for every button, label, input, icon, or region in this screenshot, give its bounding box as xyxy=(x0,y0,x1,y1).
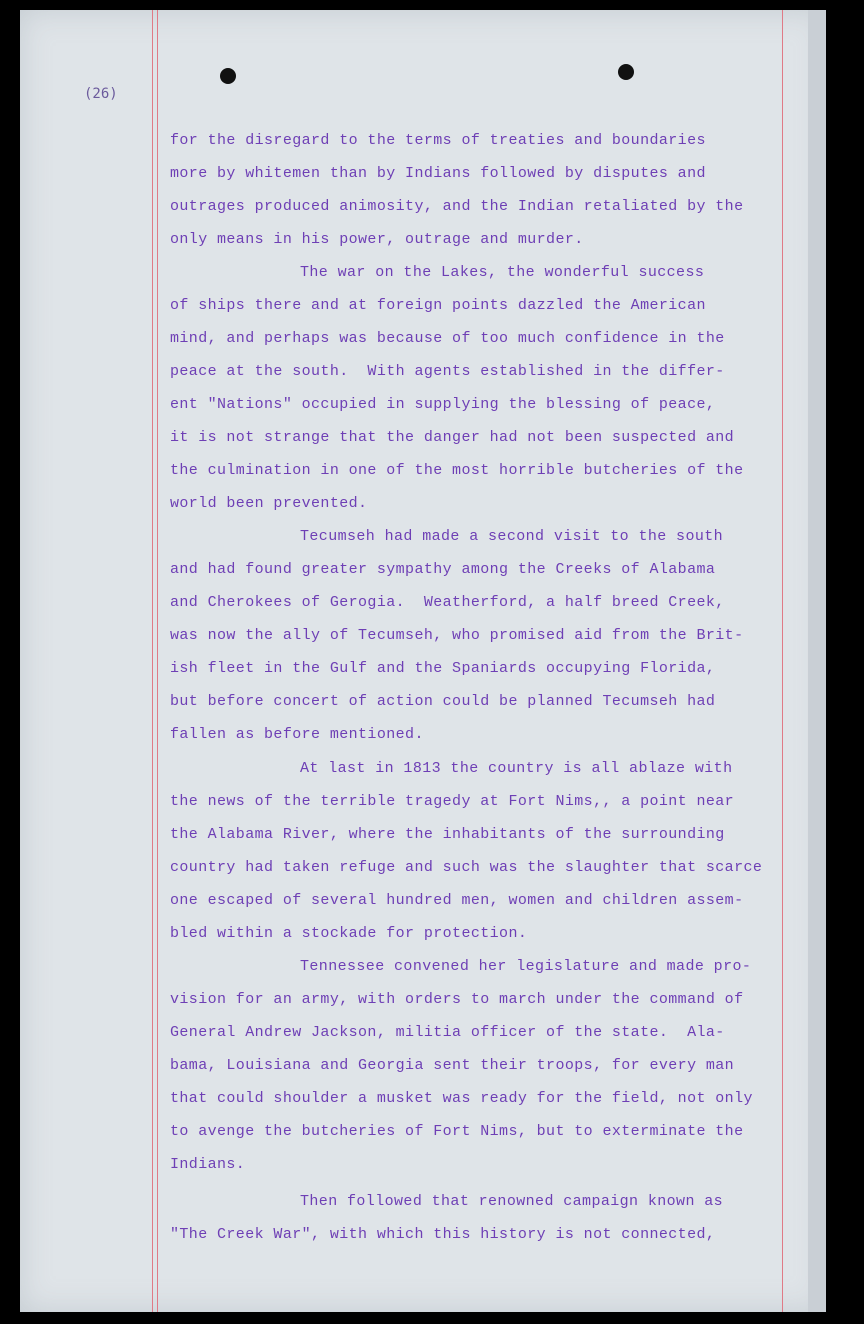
margin-rule-right xyxy=(782,10,783,1312)
text-line: for the disregard to the terms of treaties and boundaries xyxy=(170,132,706,149)
page-edge xyxy=(808,10,826,1312)
text-line: Tecumseh had made a second visit to the south xyxy=(300,528,724,545)
text-line: At last in 1813 the country is all ablaze with xyxy=(300,760,733,777)
text-line: more by whitemen than by Indians followed by disputes and xyxy=(170,165,706,182)
text-line: the news of the terrible tragedy at Fort Nims,, a point near xyxy=(170,793,735,810)
text-line: to avenge the butcheries of Fort Nims, but to exterminate the xyxy=(170,1123,744,1140)
text-line: it is not strange that the danger had not been suspected and xyxy=(170,429,735,446)
text-line: mind, and perhaps was because of too much confidence in the xyxy=(170,330,725,347)
text-line: and had found greater sympathy among the Creeks of Alabama xyxy=(170,561,716,578)
text-line: but before concert of action could be planned Tecumseh had xyxy=(170,693,716,710)
margin-rule-left-inner xyxy=(157,10,158,1312)
text-line: General Andrew Jackson, militia officer of the state. Ala- xyxy=(170,1024,725,1041)
text-line: the Alabama River, where the inhabitants of the surrounding xyxy=(170,826,725,843)
text-line: ish fleet in the Gulf and the Spaniards occupying Florida, xyxy=(170,660,716,677)
text-line: one escaped of several hundred men, women and children assem- xyxy=(170,892,744,909)
text-line: only means in his power, outrage and murder. xyxy=(170,231,584,248)
text-line: and Cherokees of Gerogia. Weatherford, a half breed Creek, xyxy=(170,594,725,611)
text-line: country had taken refuge and such was the slaughter that scarce xyxy=(170,859,763,876)
text-line: Indians. xyxy=(170,1156,246,1173)
punch-hole-left xyxy=(220,68,236,84)
punch-hole-right xyxy=(618,64,634,80)
text-line: bled within a stockade for protection. xyxy=(170,925,528,942)
text-line: fallen as before mentioned. xyxy=(170,726,424,743)
text-line: Tennessee convened her legislature and made pro- xyxy=(300,958,752,975)
text-line: was now the ally of Tecumseh, who promised aid from the Brit- xyxy=(170,627,744,644)
text-line: ent "Nations" occupied in supplying the blessing of peace, xyxy=(170,396,716,413)
text-line: The war on the Lakes, the wonderful success xyxy=(300,264,705,281)
text-line: outrages produced animosity, and the Indian retaliated by the xyxy=(170,198,744,215)
document-page xyxy=(20,10,826,1312)
text-line: peace at the south. With agents established in the differ- xyxy=(170,363,725,380)
text-line: vision for an army, with orders to march under the command of xyxy=(170,991,744,1008)
text-line: of ships there and at foreign points dazzled the American xyxy=(170,297,706,314)
text-line: the culmination in one of the most horrible butcheries of the xyxy=(170,462,744,479)
margin-rule-left xyxy=(152,10,153,1312)
text-line: Then followed that renowned campaign known as xyxy=(300,1193,724,1210)
text-line: that could shoulder a musket was ready for the field, not only xyxy=(170,1090,753,1107)
text-line: "The Creek War", with which this history is not connected, xyxy=(170,1226,716,1243)
page-number: (26) xyxy=(84,86,118,102)
text-line: world been prevented. xyxy=(170,495,368,512)
text-line: bama, Louisiana and Georgia sent their troops, for every man xyxy=(170,1057,735,1074)
